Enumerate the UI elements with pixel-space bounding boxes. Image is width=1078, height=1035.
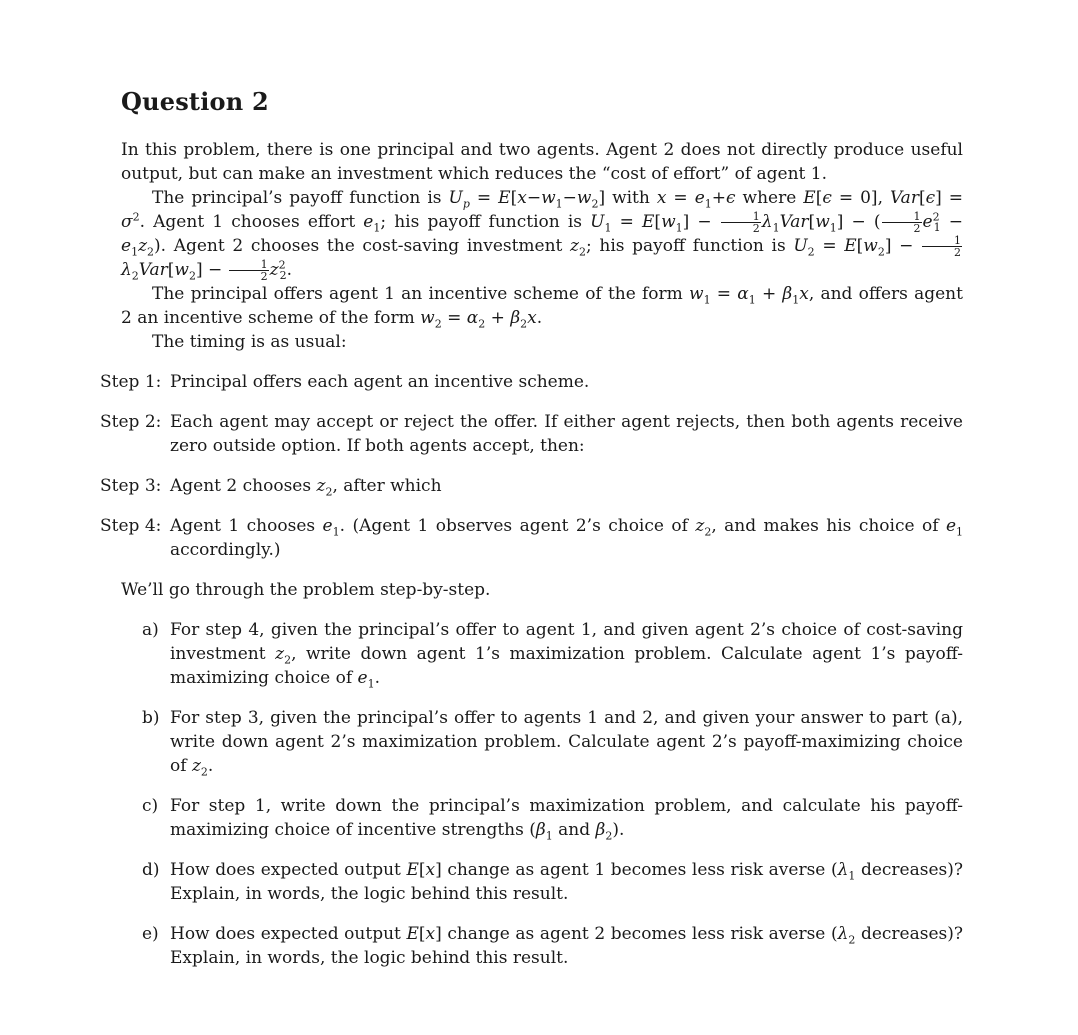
question-page [100,86,963,986]
step-label: Step 4: [100,516,162,536]
question-title: Question 2 [121,87,269,116]
part-label: b) [142,708,160,728]
intro-paragraph: In this problem, there is one principal and two agents. Agent 2 does not directly produce useful output, but can make an investment which reduces the “cost of effort” of agent 1. [121,140,963,184]
list-item [100,410,963,458]
steps-list [100,370,963,562]
part-label: d) [142,860,160,880]
list-item [100,370,963,394]
step-label: Step 2: [100,412,162,432]
step-text: Principal offers each agent an incentive scheme. [170,372,590,392]
part-text: How does expected output E[x] change as agent 2 becomes less risk averse ($\lambda_2$ decreases)? Explain, in words, the logic behind this result. [170,924,963,968]
list-item [142,858,963,906]
step-text: Agent 1 chooses $e_1$. (Agent 1 observes agent 2’s choice of $z_2$, and makes his choice of $e_1$ accordingly.) [170,516,963,560]
list-item [142,794,963,842]
list-item [142,706,963,778]
payoff-paragraph: The principal’s payoff function is $U_p = E[x-w_1-w_2]$ with $x = e_1+\epsilon$ where E[ϵ = 0], $Var[\epsilon] = \sigma^2$. Agent 1 chooses effort $e_1$; his payoff function is $U_1 = E[w_1]$ − $\frac{1}{2}$ $\lambda_1Var[w_1]$ − ( $\frac{1}{2}$ $e^2_1 - e_1z_2$). Agent 2 chooses the cost-saving investment $z_2$; his payoff function is $U_2 = E[w_2]$ − $\frac{1}{2}$ $\lambda_2Var[w_2]$ − $\frac{1}{2}$ $z^2_2$. [121,188,963,283]
list-item [142,922,963,970]
timing-intro: The timing is as usual: [152,332,347,352]
part-text: For step 3, given the principal’s offer to agents 1 and 2, and given your answer to part (a), write down agent 2’s maximization problem. Calculate agent 2’s payoff-maximizing choice of $z_2$. [170,708,963,779]
part-text: For step 4, given the principal’s offer to agent 1, and given agent 2’s choice of cost-saving investment $z_2$, write down agent 1’s maximization problem. Calculate agent 1’s payoff-maximizing choice of $e_1$. [170,620,963,691]
part-label: a) [142,620,159,640]
step-label: Step 1: [100,372,162,392]
list-item [100,514,963,562]
parts-list [142,618,963,970]
scheme-paragraph: The principal offers agent 1 an incentive scheme of the form $w_1 = \alpha_1 + \beta_1x$, and offers agent 2 an incentive scheme of the form $w_2 = \alpha_2 + \beta_2x$. [121,284,963,331]
walkthrough-text: We’ll go through the problem step-by-step. [121,580,491,600]
step-label: Step 3: [100,476,162,496]
part-label: e) [142,924,159,944]
step-text: Each agent may accept or reject the offer. If either agent rejects, then both agents receive zero outside option. If both agents accept, then: [170,412,963,456]
list-item [142,618,963,690]
part-label: c) [142,796,159,816]
list-item [100,474,963,498]
part-text: For step 1, write down the principal’s maximization problem, and calculate his payoff-maximizing choice of incentive strengths ($\beta_1$ and $\beta_2$). [170,796,963,843]
part-text: How does expected output E[x] change as agent 1 becomes less risk averse ($\lambda_1$ decreases)? Explain, in words, the logic behind this result. [170,860,963,904]
step-text: Agent 2 chooses $z_2$, after which [170,476,442,499]
